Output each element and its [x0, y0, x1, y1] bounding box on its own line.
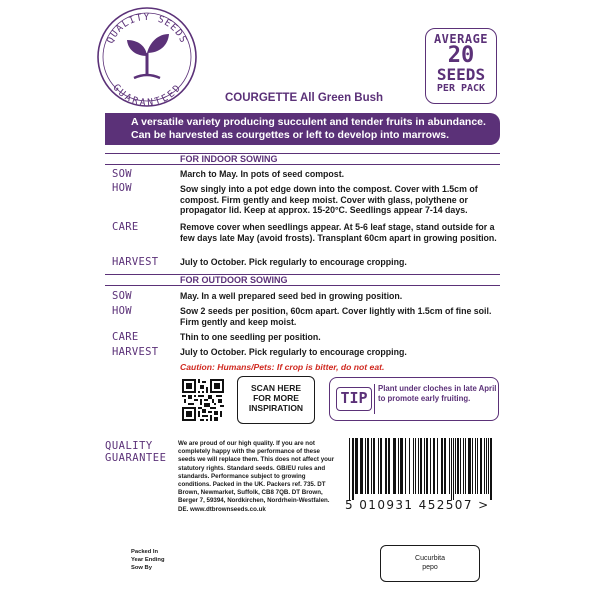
barcode-bar	[352, 438, 354, 500]
tip-label: TIP	[336, 387, 372, 411]
barcode-bar	[373, 438, 375, 494]
barcode-bar	[409, 438, 410, 494]
sow-by-label: Sow By	[131, 565, 152, 571]
indoor-sowing-heading: FOR INDOOR SOWING	[105, 153, 500, 165]
latin-species: pepo	[422, 564, 438, 571]
indoor-care-label: CARE	[112, 221, 139, 233]
svg-text:GUARANTEED	[110, 82, 183, 108]
outdoor-sowing-heading: FOR OUTDOOR SOWING	[105, 274, 500, 286]
product-title: COURGETTE All Green Bush	[225, 92, 384, 104]
barcode-bar	[449, 438, 450, 494]
scan-line-1: SCAN HERE	[250, 383, 302, 393]
indoor-how-label: HOW	[112, 182, 132, 194]
barcode-bar	[418, 438, 419, 494]
qr-code[interactable]	[182, 379, 224, 421]
barcode-bar	[393, 438, 396, 494]
barcode-bar	[451, 438, 452, 500]
barcode-bar	[490, 438, 492, 500]
description-band	[105, 113, 500, 145]
barcode-bar	[426, 438, 428, 494]
barcode-bar	[405, 438, 406, 494]
average-label: AVERAGE	[433, 32, 489, 46]
outdoor-how-text: Sow 2 seeds per position, 60cm apart. Cover lightly with 1.5cm of fine soil. Firm gently and keep moist.	[180, 306, 492, 327]
barcode-bar	[488, 438, 489, 494]
barcode-bar	[385, 438, 387, 494]
quality-title-line-1: QUALITY	[105, 440, 153, 452]
barcode-bar	[367, 438, 369, 494]
barcode-bar	[413, 438, 414, 494]
barcode-bar	[415, 438, 416, 494]
barcode-bar	[433, 438, 435, 494]
barcode-bar	[424, 438, 425, 494]
indoor-care-text: Remove cover when seedlings appear. At 5-6 leaf stage, stand outside for a few days late May (avoid frosts). Transplant 60cm apart in growing position.	[180, 222, 497, 243]
barcode-number: 5 010931 452507 >	[345, 498, 490, 512]
barcode-bar	[400, 438, 403, 494]
outdoor-how-label: HOW	[112, 305, 132, 317]
quality-seeds-badge	[96, 6, 198, 108]
seeds-label: SEEDS	[436, 65, 486, 84]
scan-line-2: FOR MORE	[253, 393, 299, 403]
sprout-icon	[127, 34, 169, 78]
description-line-2: Can be harvested as courgettes or left to develop into marrows.	[131, 129, 449, 141]
barcode-bar	[441, 438, 443, 494]
per-pack-label: PER PACK	[436, 83, 486, 94]
latin-genus: Cucurbita	[415, 555, 445, 562]
tip-text: Plant under cloches in late April to promote early fruiting.	[378, 384, 497, 403]
seed-count: 20	[447, 43, 475, 68]
outdoor-harvest-text: July to October. Pick regularly to encourage cropping.	[180, 347, 407, 357]
badge-bottom-text: GUARANTEED	[110, 82, 184, 108]
outdoor-care-text: Thin to one seedling per position.	[180, 332, 321, 342]
quality-title-line-2: GUARANTEE	[105, 452, 167, 464]
barcode-bar	[457, 438, 459, 494]
quality-guarantee-title	[105, 440, 166, 464]
scan-line-3: INSPIRATION	[248, 403, 304, 413]
packed-info	[131, 548, 165, 572]
barcode-bar	[378, 438, 379, 494]
outdoor-harvest-label: HARVEST	[112, 346, 159, 358]
barcode-bar	[453, 438, 454, 500]
barcode-bar	[480, 438, 482, 494]
barcode-bar	[437, 438, 438, 494]
barcode-bar	[388, 438, 390, 494]
outdoor-sow-label: SOW	[112, 290, 132, 302]
tip-box	[329, 377, 499, 421]
barcode-bar	[349, 438, 350, 500]
barcode-bar	[484, 438, 485, 494]
indoor-how-text: Sow singly into a pot edge down into the compost. Cover with 1.5cm of compost. Firm gently and keep moist. Cover with glass, polythene or propagator lid. Keep at approx. 15-20°C. Seedlings appear 7-14 days.	[180, 184, 478, 216]
indoor-harvest-text: July to October. Pick regularly to encourage cropping.	[180, 257, 407, 267]
year-ending-label: Year Ending	[131, 557, 165, 563]
barcode-bar	[380, 438, 382, 494]
tip-divider	[374, 384, 375, 414]
indoor-sow-text: March to May. In pots of seed compost.	[180, 169, 345, 179]
badge-top-text: QUALITY SEEDS	[104, 12, 190, 46]
caution-text: Caution: Humans/Pets: If crop is bitter, do not eat.	[180, 362, 385, 372]
barcode-bar	[444, 438, 446, 494]
indoor-harvest-label: HARVEST	[112, 256, 159, 268]
barcode-bar	[472, 438, 473, 494]
barcode-bar	[486, 438, 487, 494]
barcode-bar	[468, 438, 471, 494]
outdoor-care-label: CARE	[112, 331, 139, 343]
barcode-bar	[355, 438, 358, 494]
latin-name-box	[380, 545, 480, 582]
quality-guarantee-text: We are proud of our high quality. If you are not completely happy with the performance of these seeds we will replace them. This does not affect your statutory rights. Standard seeds. GB/EU rules and standards. Performance subject to growing conditions. Packed in the UK. Packers ref. 735. DT Brown, Newmarket, Suffolk, CB8 7QB. DT Brown, Berger 7, 59394, Nordkirchen, Nordrhein-Westfalen. DE. www.dtbrownseeds.co.uk	[178, 440, 335, 513]
barcode-bar	[365, 438, 366, 494]
outdoor-sow-text: May. In a well prepared seed bed in growing position.	[180, 291, 403, 301]
scan-here-box	[237, 376, 315, 424]
indoor-sow-label: SOW	[112, 168, 132, 180]
barcode-bar	[460, 438, 461, 494]
description-line-1: A versatile variety producing succulent and tender fruits in abundance.	[131, 116, 486, 128]
packed-in-label: Packed In	[131, 549, 159, 555]
barcode-bar	[477, 438, 478, 494]
barcode-bar	[430, 438, 431, 494]
barcode-bar	[398, 438, 399, 494]
barcode-bar	[463, 438, 464, 494]
barcode-bar	[475, 438, 476, 494]
barcode-bar	[360, 438, 363, 494]
barcode-bar	[465, 438, 466, 494]
barcode-bar	[455, 438, 456, 494]
average-seeds-box	[425, 28, 497, 104]
barcode-bar	[420, 438, 422, 494]
barcode-bar	[371, 438, 372, 494]
